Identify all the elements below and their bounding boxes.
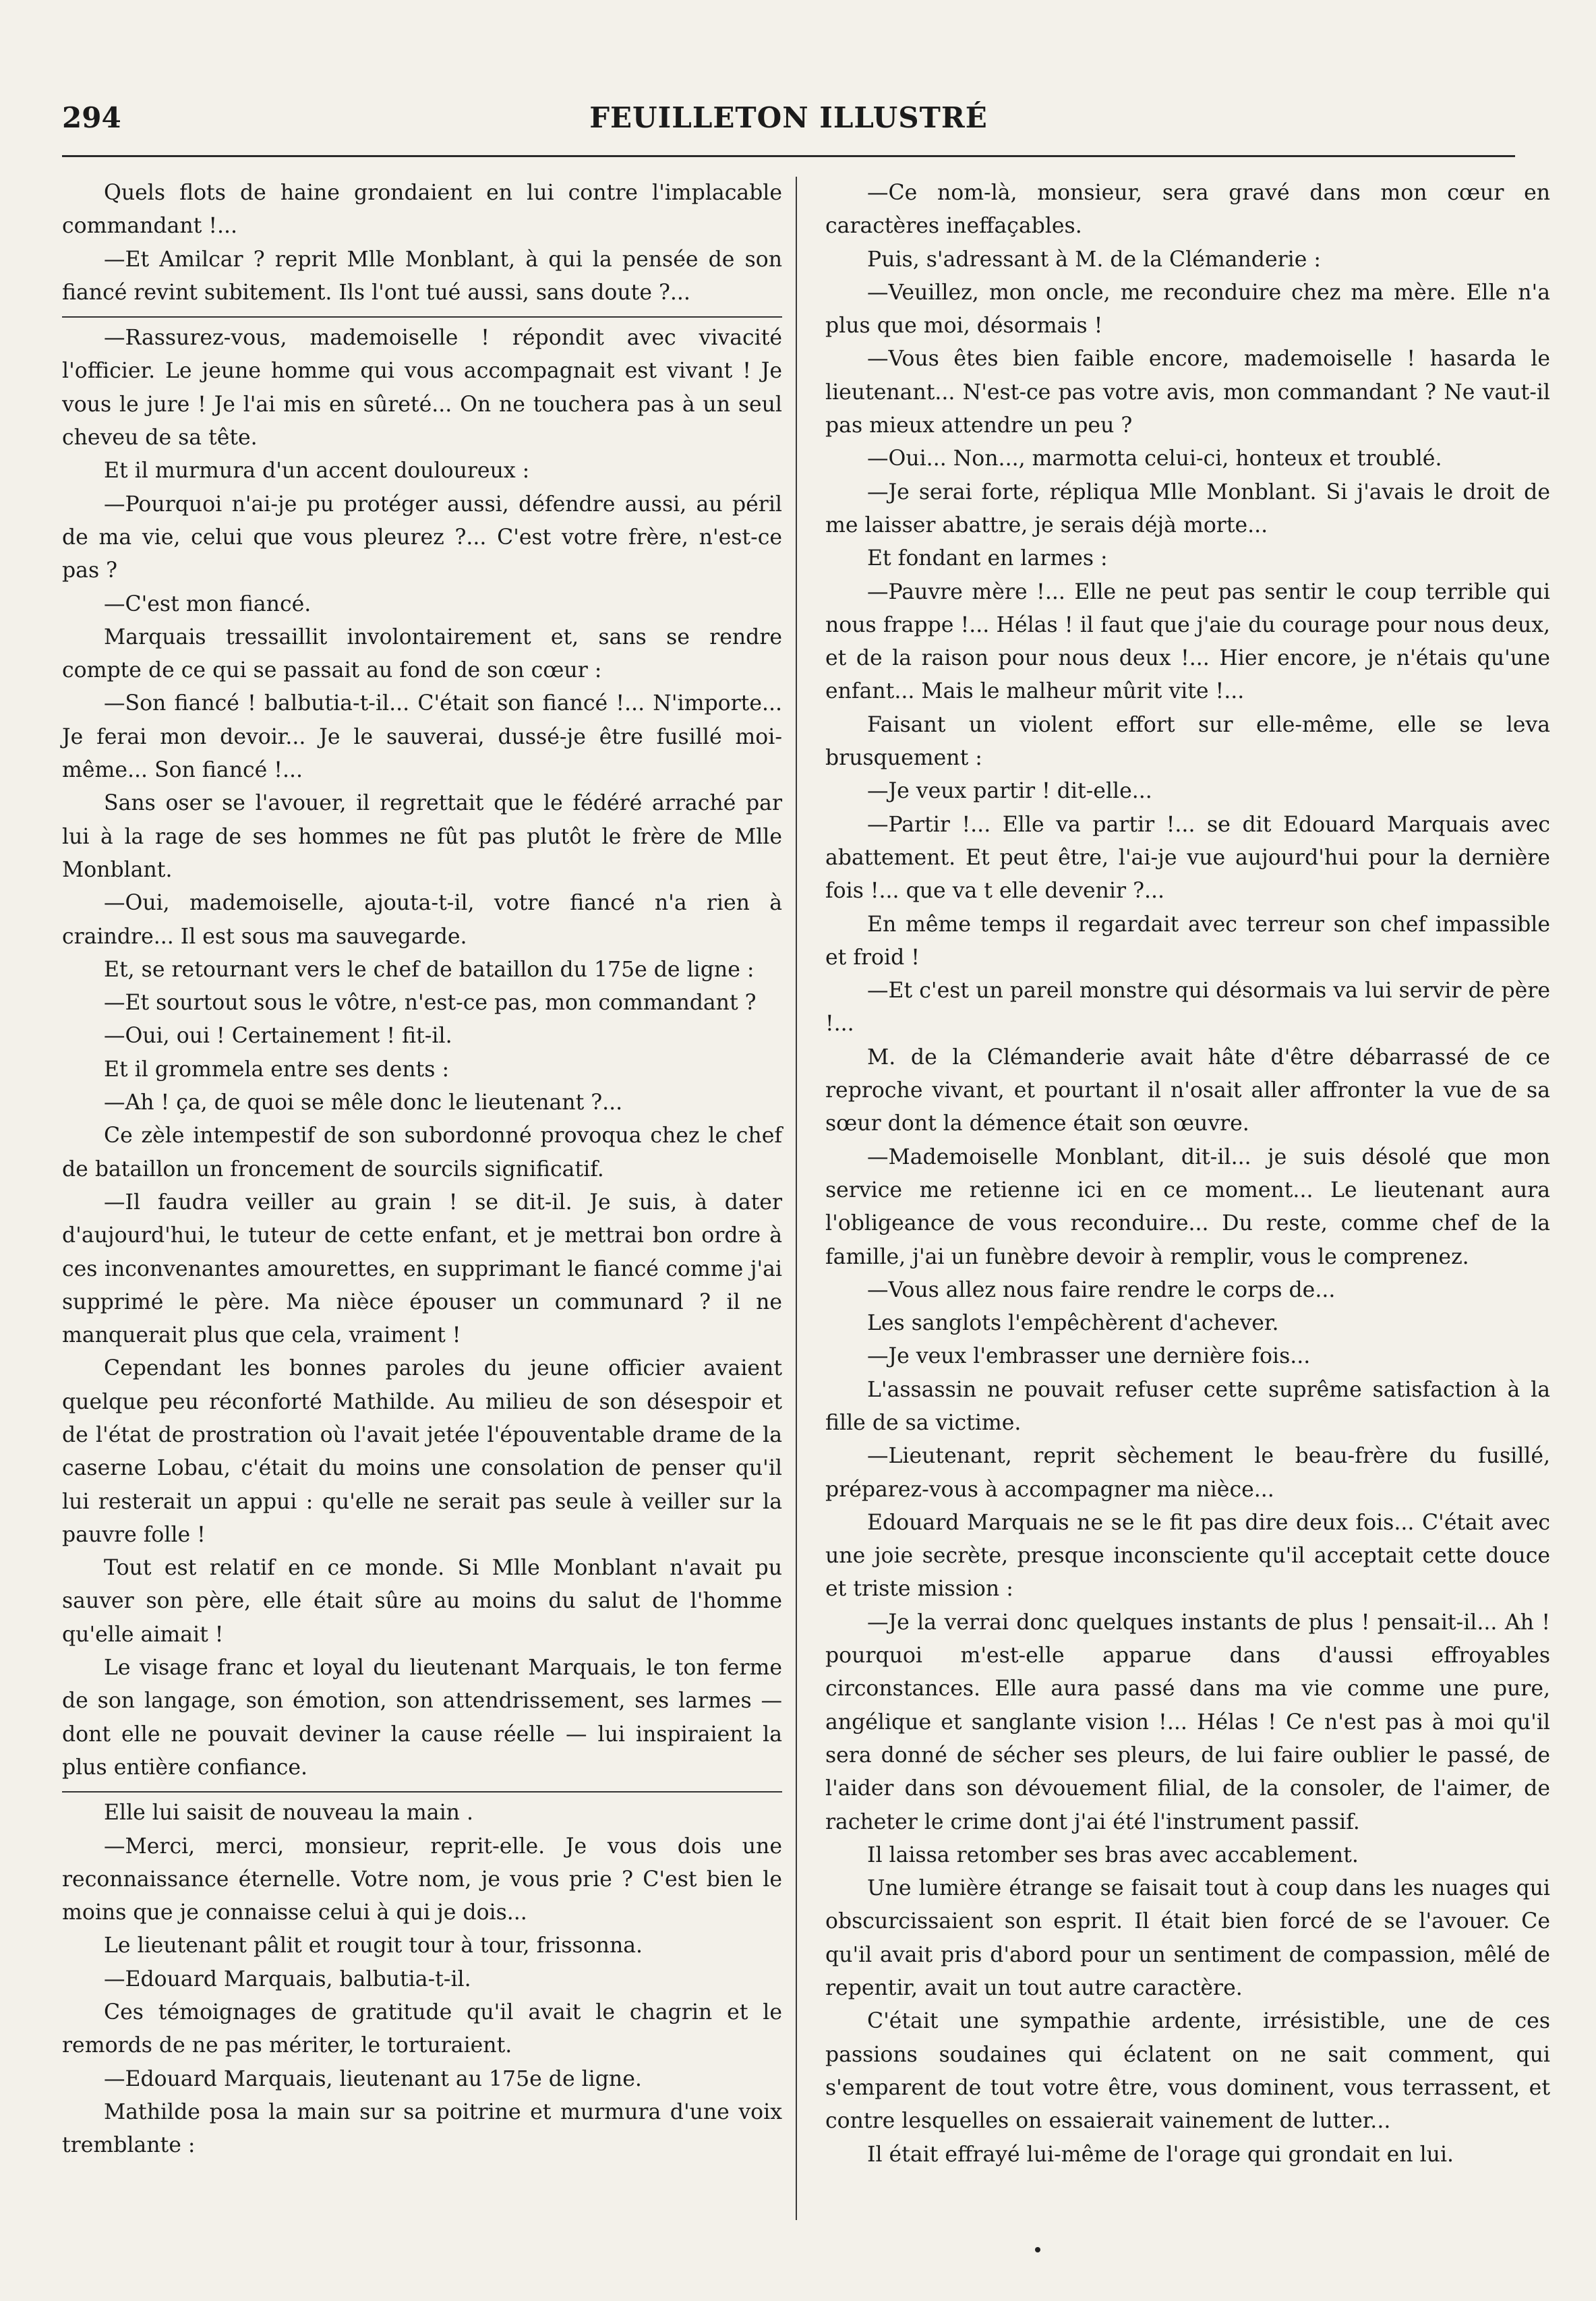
paragraph: Et il murmura d'un accent douloureux : xyxy=(104,459,530,484)
paragraph: Elle lui saisit de nouveau la main . xyxy=(104,1801,473,1826)
right-column xyxy=(825,177,1550,2172)
paragraph: —Oui, mademoiselle, ajouta-t-il, votre fiancé n'a rien à craindre... Il est sous ma sauvegarde. xyxy=(62,891,782,949)
paragraph: —Il faudra veiller au grain ! se dit-il. Je suis, à dater d'aujourd'hui, le tuteur de cette enfant, et je mettrai bon ordre à ces inconvenantes amourettes, en supprimant le fiancé comme j'ai supprimé le père. Ma nièce épouser un communard ? il ne manquerait plus que cela, vraiment ! xyxy=(62,1190,782,1348)
paragraph: —Veuillez, mon oncle, me reconduire chez ma mère. Elle n'a plus que moi, désormais ! xyxy=(825,280,1550,339)
paragraph: —Oui, oui ! Certainement ! fit-il. xyxy=(104,1024,452,1049)
paragraph: —Lieutenant, reprit sèchement le beau-frère du fusillé, préparez-vous à accompagner ma nièce... xyxy=(825,1444,1550,1502)
paragraph: —Je la verrai donc quelques instants de plus ! pensait-il... Ah ! pourquoi m'est-elle apparue dans d'aussi effroyables circonstances. Elle aura passé dans ma vie comme une pure, angélique et sanglante vision !... Hélas ! Ce n'est pas à moi qu'il sera donné de sécher ses pleurs, de lui faire oublier le passé, de l'aider dans son dévouement filial, de la consoler, de l'aimer, de racheter le crime dont j'ai été l'instrument passif. xyxy=(825,1610,1550,1834)
printing-speck xyxy=(1035,2247,1040,2252)
paragraph: —Edouard Marquais, balbutia-t-il. xyxy=(104,1967,471,1991)
paragraph: —Mademoiselle Monblant, dit-il... je suis désolé que mon service me retienne ici en ce moment... Le lieutenant aura l'obligeance de vous reconduire... Du reste, comme chef de la famille, j'ai un funèbre devoir à remplir, vous le comprenez. xyxy=(825,1144,1550,1269)
header-rule xyxy=(62,155,1515,157)
paragraph: Edouard Marquais ne se le fit pas dire deux fois... C'était avec une joie secrète, presque inconsciente qu'il acceptait cette douce et triste mission : xyxy=(825,1510,1550,1602)
paragraph: —Edouard Marquais, lieutenant au 175e de ligne. xyxy=(104,2066,642,2091)
paragraph: —Je veux l'embrasser une dernière fois... xyxy=(867,1344,1311,1369)
paragraph: —Son fiancé ! balbutia-t-il... C'était son fiancé !... N'importe... Je ferai mon devoir... Je le sauverai, dussé-je être fusillé moi-même... Son fiancé !... xyxy=(62,691,782,783)
paragraph: —Vous allez nous faire rendre le corps de... xyxy=(867,1277,1336,1302)
paragraph: En même temps il regardait avec terreur son chef impassible et froid ! xyxy=(825,912,1550,970)
paragraph: Ce zèle intempestif de son subordonné provoqua chez le chef de bataillon un froncement de sourcils significatif. xyxy=(62,1124,782,1182)
paragraph: —Et c'est un pareil monstre qui désormais va lui servir de père !... xyxy=(825,979,1550,1037)
paragraph: —Rassurez-vous, mademoiselle ! répondit avec vivacité l'officier. Le jeune homme qui vous accompagnait est vivant ! Je vous le jure ! Je l'ai mis en sûreté... On ne touchera pas à un seul cheveu de sa tête. xyxy=(62,326,782,450)
paragraph: Le lieutenant pâlit et rougit tour à tour, frissonna. xyxy=(104,1933,643,1958)
paragraph: —Je veux partir ! dit-elle... xyxy=(867,779,1152,804)
paragraph: —Merci, merci, monsieur, reprit-elle. Je vous dois une reconnaissance éternelle. Votre nom, je vous prie ? C'est bien le moins que je connaisse celui à qui je dois... xyxy=(62,1834,782,1925)
paragraph: —Ah ! ça, de quoi se mêle donc le lieutenant ?... xyxy=(104,1090,623,1115)
page-header xyxy=(62,101,1515,142)
paragraph: M. de la Clémanderie avait hâte d'être débarrassé de ce reproche vivant, et pourtant il n'osait aller affronter la vue de sa sœur dont la démence était son œuvre. xyxy=(825,1045,1550,1136)
column-divider xyxy=(796,177,797,2220)
paragraph: Marquais tressaillit involontairement et, sans se rendre compte de ce qui se passait au fond de son cœur : xyxy=(62,624,782,683)
paragraph: Une lumière étrange se faisait tout à coup dans les nuages qui obscurcissaient son esprit. Il était bien forcé de se l'avouer. Ce qu'il avait pris d'abord pour un sentiment de compassion, mêlé de repentir, avait un tout autre caractère. xyxy=(825,1876,1550,2001)
paragraph: Faisant un violent effort sur elle-même, elle se leva brusquement : xyxy=(825,712,1550,771)
paragraph: —Pourquoi n'ai-je pu protéger aussi, défendre aussi, au péril de ma vie, celui que vous pleurez ?... C'est votre frère, n'est-ce pas ? xyxy=(62,492,782,583)
paragraph: —Vous êtes bien faible encore, mademoiselle ! hasarda le lieutenant... N'est-ce pas votre avis, mon commandant ? Ne vaut-il pas mieux attendre un peu ? xyxy=(825,347,1550,438)
paragraph: Et fondant en larmes : xyxy=(867,546,1108,571)
paragraph: —Ce nom-là, monsieur, sera gravé dans mon cœur en caractères ineffaçables. xyxy=(825,181,1550,239)
paragraph: Cependant les bonnes paroles du jeune officier avaient quelque peu réconforté Mathilde. Au milieu de son désespoir et de l'état de prostration où l'avait jetée l'épouventable drame de la caserne Lobau, c'était du moins une consolation de penser qu'il lui resterait un appui : qu'elle ne serait pas seule à veiller sur la pauvre folle ! xyxy=(62,1356,782,1547)
running-title: FEUILLETON ILLUSTRÉ xyxy=(589,101,988,134)
paragraph: —Je serai forte, répliqua Mlle Monblant. Si j'avais le droit de me laisser abattre, je serais déjà morte... xyxy=(825,479,1550,537)
section-rule xyxy=(62,1791,782,1793)
paragraph: Et il grommela entre ses dents : xyxy=(104,1057,450,1082)
paragraph: Ces témoignages de gratitude qu'il avait le chagrin et le remords de ne pas mériter, le torturaient. xyxy=(62,2000,782,2058)
paragraph: —C'est mon fiancé. xyxy=(104,591,312,616)
paragraph: Tout est relatif en ce monde. Si Mlle Monblant n'avait pu sauver son père, elle était sûre au moins du salut de l'homme qu'elle aimait ! xyxy=(62,1556,782,1647)
paragraph: —Partir !... Elle va partir !... se dit Edouard Marquais avec abattement. Et peut être, l'ai-je vue aujourd'hui pour la dernière fois !... que va t elle devenir ?... xyxy=(825,812,1550,904)
paragraph: Et, se retournant vers le chef de bataillon du 175e de ligne : xyxy=(104,957,755,982)
paragraph: Quels flots de haine grondaient en lui contre l'implacable commandant !... xyxy=(62,181,782,239)
paragraph: L'assassin ne pouvait refuser cette suprême satisfaction à la fille de sa victime. xyxy=(825,1377,1550,1435)
paragraph: Il laissa retomber ses bras avec accablement. xyxy=(867,1842,1359,1867)
page-number: 294 xyxy=(62,101,121,134)
paragraph: —Pauvre mère !... Elle ne peut pas sentir le coup terrible qui nous frappe !... Hélas ! il faut que j'aie du courage pour nous deux, et de la raison pour nous deux !... Hier encore, je n'étais qu'une enfant... Mais le malheur mûrit vite !... xyxy=(825,579,1550,704)
paragraph: Puis, s'adressant à M. de la Clémanderie : xyxy=(867,247,1322,272)
paragraph: Il était effrayé lui-même de l'orage qui grondait en lui. xyxy=(867,2142,1454,2167)
paragraph: C'était une sympathie ardente, irrésistible, une de ces passions soudaines qui éclatent on ne sait comment, qui s'emparent de tout votre être, vous dominent, vous terrassent, et contre lesquelles on essaierait vainement de lutter... xyxy=(825,2009,1550,2134)
paragraph: —Oui... Non..., marmotta celui-ci, honteux et troublé. xyxy=(867,446,1442,471)
section-rule xyxy=(62,316,782,318)
paragraph: —Et Amilcar ? reprit Mlle Monblant, à qui la pensée de son fiancé revint subitement. Ils l'ont tué aussi, sans doute ?... xyxy=(62,247,782,305)
paragraph: Mathilde posa la main sur sa poitrine et murmura d'une voix tremblante : xyxy=(62,2099,782,2158)
paragraph: Les sanglots l'empêchèrent d'achever. xyxy=(867,1311,1279,1336)
paragraph: Le visage franc et loyal du lieutenant Marquais, le ton ferme de son langage, son émotion, son attendrissement, ses larmes — dont elle ne pouvait deviner la cause réelle — lui inspiraient la plus entière confiance. xyxy=(62,1656,782,1780)
left-column xyxy=(62,177,782,2163)
paragraph: Sans oser se l'avouer, il regrettait que le fédéré arraché par lui à la rage de ses hommes ne fût pas plutôt le frère de Mlle Monblant. xyxy=(62,791,782,882)
paragraph: —Et sourtout sous le vôtre, n'est-ce pas, mon commandant ? xyxy=(104,991,757,1016)
